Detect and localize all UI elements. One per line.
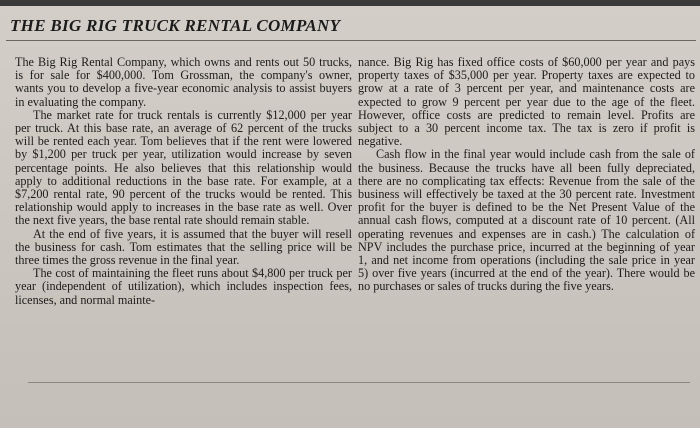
title-divider [6,40,696,41]
paragraph-market-rate: The market rate for truck rentals is currently $12,000 per year per truck. At this base rate, an average of 62 percent of the trucks will be rented each year. Tom believes that if the rent were lowered by $1,200 per truck per year, utilization would increase by seven percentage points. He also believes that this relationship would apply to additional reductions in the base rate. For example, at a $7,200 rental rate, 90 percent of the trucks would be rented. This relationship would apply to increases in the base rate as well. Over the next five years, the base rental rate should remain stable. [15,107,352,228]
bottom-divider [28,382,690,383]
paragraph-costs-taxes: nance. Big Rig has fixed office costs of $60,000 per year and pays property taxes of $35,000 per year. Property taxes are expected to grow at a rate of 3 percent per year, and maintenance costs are expected to grow 9 percent per year due to the age of the fleet. However, office costs are predicted to remain level. Profits are subject to a 30 percent income tax. The tax is zero if profit is negative. [358,55,695,149]
body-columns [15,56,695,307]
case-title: THE BIG RIG TRUCK RENTAL COMPANY [10,16,341,35]
paragraph-resale: At the end of five years, it is assumed that the buyer will resell the business for cash. Tom estimates that the selling price will be three times the gross revenue in the final year. [15,226,352,268]
paragraph-intro: The Big Rig Rental Company, which owns and rents out 50 trucks, is for sale for $400,000. Tom Grossman, the company's owner, wants you to develop a five-year economic analysis to assist buyers in evaluating the company. [15,55,352,109]
right-column [358,56,695,307]
paragraph-maintenance: The cost of maintaining the fleet runs about $4,800 per truck per year (independent of utilization), which includes inspection fees, licenses, and normal mainte- [15,266,352,307]
left-column [15,56,352,307]
paragraph-cash-flow: Cash flow in the final year would include cash from the sale of the business. Because the trucks have all been fully depreciated, there are no complicating tax effects: Revenue from the sale of the business will effectively be taxed at the 30 percent rate. Investment profit for the buyer is defined to be the Net Present Value of the annual cash flows, computed at a discount rate of 10 percent. (All operating revenues and expenses are in cash.) The calculation of NPV includes the purchase price, incurred at the beginning of year 1, and net income from operations (including the sale price in year 5) over five years (incurred at the end of the year). There would be no purchases or sales of trucks during the five years. [358,147,695,294]
top-edge-strip [0,0,700,6]
